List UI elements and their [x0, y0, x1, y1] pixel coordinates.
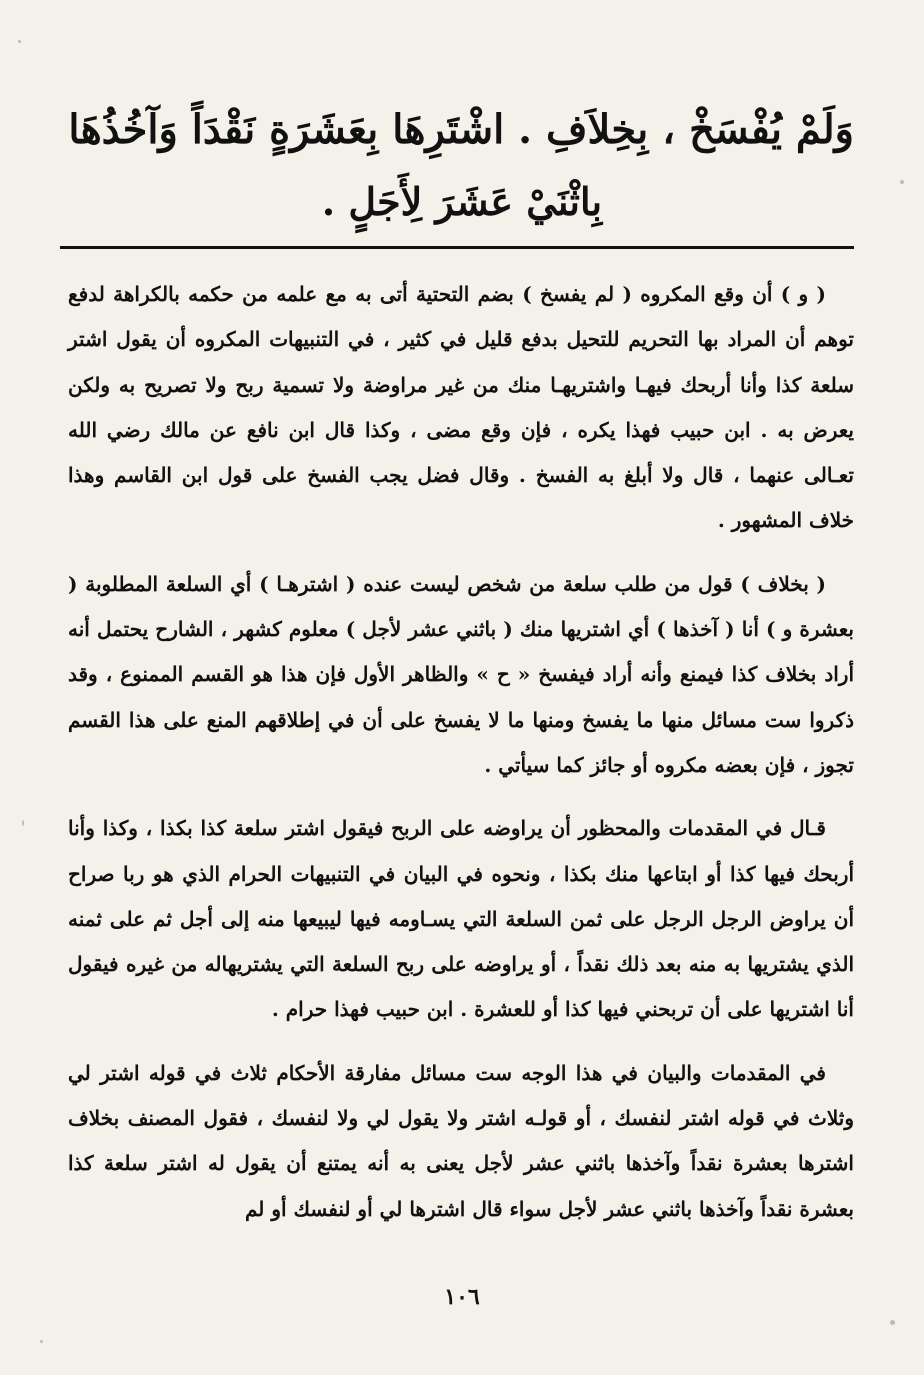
print-speck: [900, 180, 904, 184]
print-speck: [22, 820, 24, 826]
heading-divider: [60, 246, 854, 249]
paragraph: ( و ) أن وقع المكروه ( لم يفسخ ) بضم التحتية أتى به مع علمه من حكمه بالكراهة لدفع توهم أن المراد بها التحريم للتحيل بدفع قليل في كثير ، في التنبيهات المكروه أن يقول اشتر سلعة كذا وأنا أربحك فيهـا واشتريهـا منك من غير مراوضة ولا تسمية ربح ولا تصريح به ولكن يعرض به . ابن حبيب فهذا يكره ، فإن وقع مضى ، وكذا قال ابن نافع عن مالك رضي الله تعـالى عنهما ، قال ولا أبلغ به الفسخ . وقال فضل يجب الفسخ على قول ابن القاسم وهذا خلاف المشهور .: [68, 282, 854, 533]
paragraph: ( بخلاف ) قول من طلب سلعة من شخص ليست عنده ( اشترهـا ) أي السلعة المطلوبة ( بعشرة و ) أنا ( آخذها ) أي اشتريها منك ( باثني عشر لأجل ) معلوم كشهر ، الشارح يحتمل أنه أراد بخلاف كذا فيمنع وأنه أراد فيفسخ « ح » والظاهر الأول فإن هذا هو القسم الممنوع ، وقد ذكروا ست مسائل منها ما يفسخ ومنها ما لا يفسخ على أن في إطلاقهم المنع على هذا القسم تجوز ، فإن بعضه مكروه أو جائز كما سيأتي .: [68, 571, 855, 777]
print-speck: [18, 40, 21, 43]
heading-line-2: بِاثْنَيْ عَشَرَ لِأَجَلٍ .: [321, 179, 603, 224]
matn-heading: [70, 100, 854, 232]
heading-line-1: وَلَمْ يُفْسَخْ ، بِخِلاَفِ . اشْتَرِهَا بِعَشَرَةٍ نَقْدَاً وَآخُذُهَا: [68, 106, 854, 153]
paragraph: قـال في المقدمات والمحظور أن يراوضه على الربح فيقول اشتر سلعة كذا بكذا ، وكذا وأنا أربحك فيها كذا أو ابتاعها منك بكذا ، ونحوه في البيان في التنبيهات الحرام الذي هو ربا صراح أن يراوض الرجل الرجل على ثمن السلعة التي يسـاومه فيها ليبيعها منه إلى أجل ثم على ثمنه الذي يشتريها به منه بعد ذلك نقداً ، أو يراوضه على ربح السلعة التي يشتريهاله من غيره فيقول أنا اشتريها على أن تربحني فيها كذا أو للعشرة . ابن حبيب فهذا حرام .: [68, 816, 854, 1022]
commentary-text: [68, 272, 854, 1232]
print-speck: [40, 1340, 43, 1343]
page-number: ١٠٦: [444, 1284, 480, 1310]
paragraph: في المقدمات والبيان في هذا الوجه ست مسائل مفارقة الأحكام ثلاث في قوله اشتر لي وثلاث في قوله اشتر لنفسك ، أو قولـه اشتر ولا يقول لي ولا لنفسك ، فقول المصنف بخلاف اشترها بعشرة نقداً وآخذها باثني عشر لأجل يعنى به أنه يمتنع أن يقول له اشتر سلعة كذا بعشرة نقداً وآخذها باثني عشر لأجل سواء قال اشترها لي أو لنفسك أو لم: [68, 1060, 854, 1221]
print-speck: [890, 1320, 895, 1325]
